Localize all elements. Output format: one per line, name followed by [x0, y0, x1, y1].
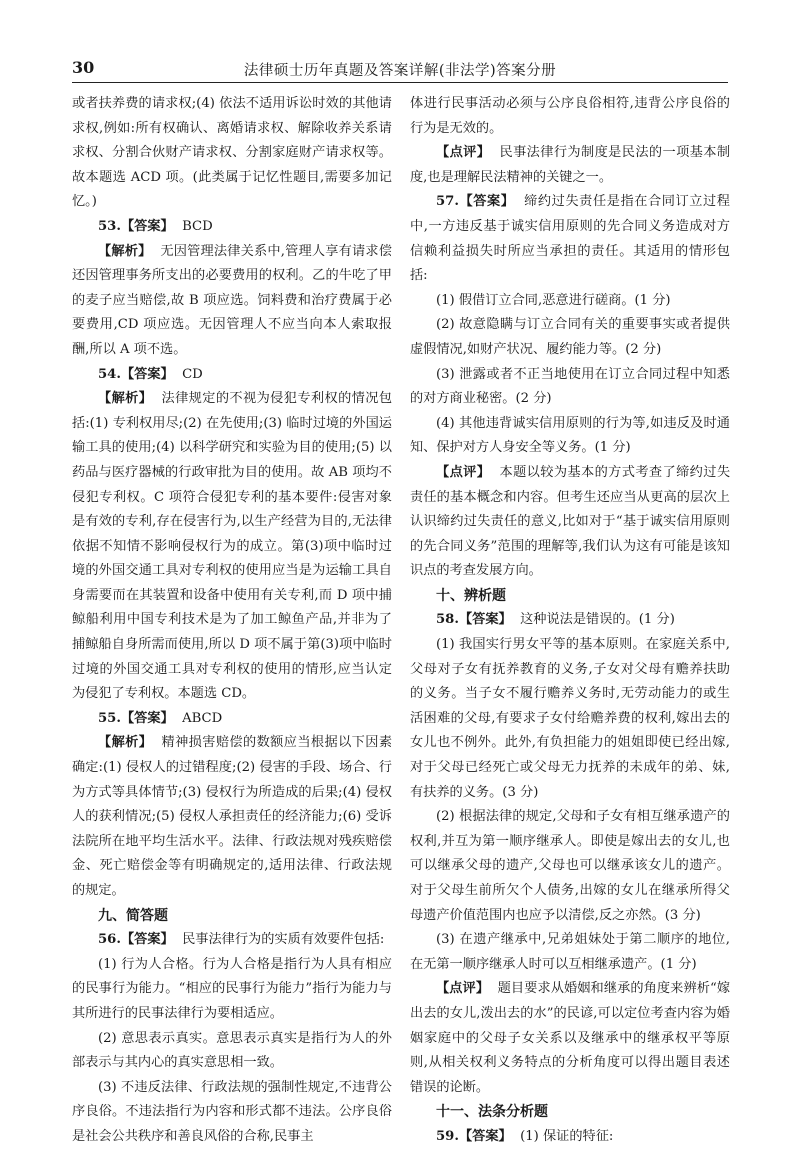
answer-54 [72, 363, 392, 388]
section-heading: 九、简答题 [98, 907, 168, 924]
section-heading: 十一、法条分析题 [436, 1104, 548, 1121]
comment-text: 民事法律行为制度是民法的一项基本制度,也是理解民法精神的关键之一。 [410, 145, 731, 185]
comment-text: 本题以较为基本的方式考查了缔约过失责任的基本概念和内容。但考生还应当从更高的层次上认识缔约过失责任的意义,比如对于“基于诚实信用原则的先合同义务”范围的理解等,我们认为这有可能是该知识点的考查发展方向。 [410, 464, 731, 579]
answer-label: 53.【答案】 [98, 218, 174, 234]
answer-label: 55.【答案】 [98, 710, 174, 726]
answer-label: 58.【答案】 [436, 612, 512, 628]
answer-label: 54.【答案】 [98, 366, 174, 382]
paragraph: (1) 假借订立合同,恶意进行磋商。(1 分) [436, 292, 671, 308]
comment-text: 题目要求从婚姻和继承的角度来辨析“嫁出去的女儿,泼出去的水”的民谚,可以定位考查内容为婚姻家庭中的父母子女关系以及继承中的继承权平等原则,从相关权利义务特点的分析角度可以得出题目表述错误的论断。 [410, 981, 731, 1095]
paragraph: (3) 在遗产继承中,兄弟姐妹处于第二顺序的地位,在无第一顺序继承人时可以互相继承遗产。(1 分) [410, 932, 730, 972]
page-number: 30 [72, 58, 95, 77]
right-column [410, 92, 730, 1150]
comment-label: 【点评】 [436, 981, 490, 997]
explanation-text: 精神损害赔偿的数额应当根据以下因素确定:(1) 侵权人的过错程度;(2) 侵害的手段、场合、行为方式等具体情节;(3) 侵权行为所造成的后果;(4) 侵权人的获利情况;(5) 侵权人承担责任的经济能力;(6) 受诉法院所在地平均生活水平。法律、行政法规对残疾赔偿金、死亡赔偿金等有明确规定的,适用法律、行政法规的规定。 [72, 735, 393, 898]
paragraph: (4) 其他违背诚实信用原则的行为等,如违反及时通知、保护对方人身安全等义务。(1 分) [410, 415, 730, 456]
explanation-55 [72, 731, 392, 903]
section-heading: 十、辨析题 [436, 587, 506, 604]
page-header [72, 56, 728, 83]
paragraph: (2) 意思表示真实。意思表示真实是指行为人的外部表示与其内心的真实意思相一致。 [72, 1030, 392, 1071]
comment-label: 【点评】 [436, 145, 491, 161]
answer-56 [72, 928, 392, 953]
answer-value: ABCD [182, 710, 223, 726]
answer-label: 59.【答案】 [436, 1128, 512, 1144]
explanation-text: 无因管理法律关系中,管理人享有请求偿还因管理事务所支出的必要费用的权利。乙的牛吃了甲的麦子应当赔偿,故 B 项应选。饲料费和治疗费属于必要费用,CD 项应选。无因管理人不应当向本人索取报酬,所以 A 项不选。 [72, 243, 392, 357]
comment-label: 【点评】 [436, 464, 491, 480]
comment-58 [410, 977, 730, 1100]
answer-59 [410, 1125, 730, 1150]
left-column [72, 92, 392, 1150]
paragraph: (1) 行为人合格。行为人合格是指行为人具有相应的民事行为能力。“相应的民事行为能力”指行为能力与其所进行的民事法律行为要相适应。 [72, 956, 392, 1021]
paragraph: (1) 我国实行男女平等的基本原则。在家庭关系中,父母对子女有抚养教育的义务,子女对父母有赡养扶助的义务。当子女不履行赡养义务时,无劳动能力的或生活困难的父母,有要求子女付给赡养费的权利,嫁出去的女儿也不例外。此外,有负担能力的姐姐即使已经出嫁,对于父母已经死亡或父母无力抚养的未成年的弟、妹,有扶养的义务。(3 分) [410, 637, 730, 800]
paragraph: 体进行民事活动必须与公序良俗相符,违背公序良俗的行为是无效的。 [410, 96, 730, 136]
answer-value: BCD [182, 218, 213, 234]
paragraph: (2) 故意隐瞒与订立合同有关的重要事实或者提供虚假情况,如财产状况、履约能力等。(2 分) [410, 317, 730, 357]
answer-label: 57.【答案】 [436, 194, 515, 210]
explanation-label: 【解析】 [98, 391, 153, 407]
explanation-text: 法律规定的不视为侵犯专利权的情况包括:(1) 专利权用尽;(2) 在先使用;(3) 临时过境的外国运输工具的使用;(4) 以科学研究和实验为目的使用;(5) 以药品与医疗器械的行政审批为目的使用。故 AB 项均不侵犯专利权。C 项符合侵犯专利的基本要件:侵害对象是有效的专利,存在侵害行为,以生产经营为目的,无法律依据不知情不影响侵权行为的成立。第(3)项中临时过境的外国交通工具对专利权的使用应当是为运输工具自身需要而在其装置和设备中使用有关专利,而 D 项中捕鲸船利用中国专利技术是为了加工鲸鱼产品,并非为了捕鲸船自身所需而使用,所以 D 项不属于第(3)项中临时过境的外国交通工具对专利权的使用的情形,应当认定为侵犯了专利权。本题选 CD。 [72, 391, 393, 702]
answer-text: 这种说法是错误的。(1 分) [520, 612, 675, 628]
answer-58 [410, 608, 730, 633]
paragraph: (3) 泄露或者不正当地使用在订立合同过程中知悉的对方商业秘密。(2 分) [410, 366, 730, 407]
comment-57 [410, 461, 730, 584]
answer-57 [410, 190, 730, 288]
explanation-54 [72, 387, 392, 707]
explanation-label: 【解析】 [98, 243, 152, 259]
answer-55 [72, 707, 392, 732]
answer-label: 56.【答案】 [98, 932, 174, 948]
comment-56 [410, 141, 730, 190]
paragraph: (2) 根据法律的规定,父母和子女有相互继承遗产的权利,并互为第一顺序继承人。即使是嫁出去的女儿,也可以继承父母的遗产,父母也可以继承该女儿的遗产。对于父母生前所欠个人债务,出嫁的女儿在继承所得父母遗产价值范围内也应予以清偿,反之亦然。(3 分) [410, 809, 730, 923]
answer-text: (1) 保证的特征: [520, 1128, 614, 1144]
answer-value: CD [182, 366, 203, 382]
running-title: 法律硕士历年真题及答案详解(非法学)答案分册 [243, 63, 557, 79]
explanation-label: 【解析】 [98, 735, 153, 751]
answer-53 [72, 215, 392, 240]
explanation-53 [72, 240, 392, 363]
paragraph: 或者扶养费的请求权;(4) 依法不适用诉讼时效的其他请求权,例如:所有权确认、离婚请求权、解除收养关系请求权、分割合伙财产请求权、分割家庭财产请求权等。故本题选 ACD 项。(此类属于记忆性题目,需要多加记忆。) [72, 96, 392, 210]
paragraph: (3) 不违反法律、行政法规的强制性规定,不违背公序良俗。不违法指行为内容和形式都不违法。公序良俗是社会公共秩序和善良风俗的合称,民事主 [72, 1079, 392, 1144]
answer-text: 民事法律行为的实质有效要件包括: [182, 932, 385, 948]
answer-text: 缔约过失责任是指在合同订立过程中,一方违反基于诚实信用原则的先合同义务造成对方信赖利益损失时所应当承担的责任。其适用的情形包括: [410, 194, 730, 284]
